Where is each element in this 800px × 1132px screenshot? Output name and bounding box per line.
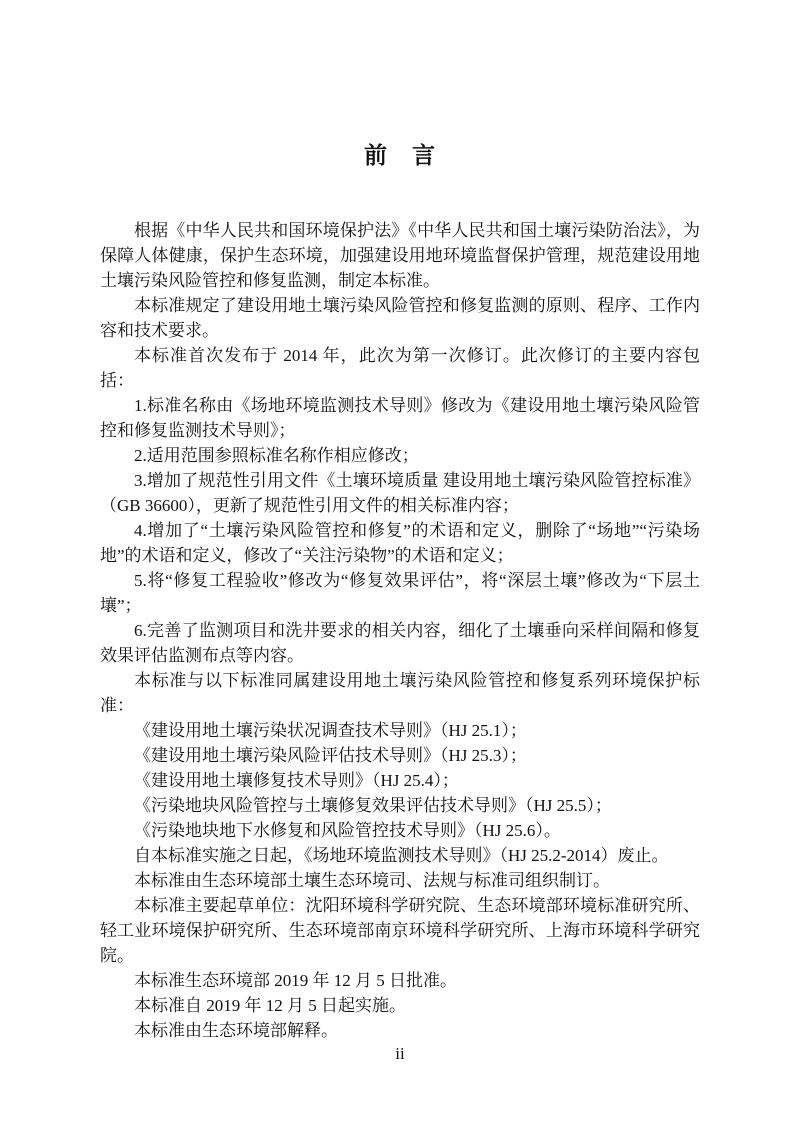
paragraph: 本标准自 2019 年 12 月 5 日起实施。: [134, 996, 406, 1015]
paragraph: 《建设用地土壤污染状况调查技术导则》（HJ 25.1）；: [134, 721, 527, 740]
paragraph: 《污染地块地下水修复和风险管控技术导则》（HJ 25.6）。: [134, 821, 561, 840]
paragraph: 《污染地块风险管控与土壤修复效果评估技术导则》（HJ 25.5）；: [134, 796, 612, 815]
paragraph: 6.完善了监测项目和洗井要求的相关内容，细化了土壤垂向采样间隔和修复效果评估监测布点等内容。: [100, 621, 700, 665]
paragraph: 本标准由生态环境部土壤生态环境司、法规与标准司组织制订。: [134, 871, 610, 890]
paragraph: 本标准规定了建设用地土壤污染风险管控和修复监测的原则、程序、工作内容和技术要求。: [100, 296, 700, 340]
paragraph: 根据《中华人民共和国环境保护法》《中华人民共和国土壤污染防治法》，为保障人体健康，保护生态环境，加强建设用地环境监督保护管理，规范建设用地土壤污染风险管控和修复监测，制定本标准。: [100, 221, 700, 290]
paragraph: 本标准由生态环境部解释。: [134, 1021, 338, 1040]
paragraph: 4.增加了“土壤污染风险管控和修复”的术语和定义，删除了“场地”“污染场地”的术语和定义，修改了“关注污染物”的术语和定义；: [100, 521, 700, 565]
document-body: [100, 218, 700, 1043]
paragraph: 本标准与以下标准同属建设用地土壤污染风险管控和修复系列环境保护标准：: [100, 671, 700, 715]
paragraph: 《建设用地土壤污染风险评估技术导则》（HJ 25.3）；: [134, 746, 527, 765]
page-title: 前 言: [364, 143, 436, 168]
paragraph: 《建设用地土壤修复技术导则》（HJ 25.4）；: [134, 771, 459, 790]
paragraph: 本标准首次发布于 2014 年，此次为第一次修订。此次修订的主要内容包括：: [100, 346, 700, 390]
page-number: ii: [395, 1044, 405, 1063]
paragraph: 1.标准名称由《场地环境监测技术导则》修改为《建设用地土壤污染风险管控和修复监测技术导则》；: [100, 396, 700, 440]
paragraph: 3.增加了规范性引用文件《土壤环境质量 建设用地土壤污染风险管控标准》（GB 36600），更新了规范性引用文件的相关标准内容；: [100, 471, 700, 515]
paragraph: 本标准主要起草单位：沈阳环境科学研究院、生态环境部环境标准研究所、轻工业环境保护研究所、生态环境部南京环境科学研究所、上海市环境科学研究院。: [100, 896, 700, 965]
paragraph: 自本标准实施之日起，《场地环境监测技术导则》（HJ 25.2-2014）废止。: [134, 846, 669, 865]
paragraph: 本标准生态环境部 2019 年 12 月 5 日批准。: [134, 971, 457, 990]
paragraph: 5.将“修复工程验收”修改为“修复效果评估”，将“深层土壤”修改为“下层土壤”；: [100, 571, 700, 615]
paragraph: 2.适用范围参照标准名称作相应修改；: [134, 446, 419, 465]
